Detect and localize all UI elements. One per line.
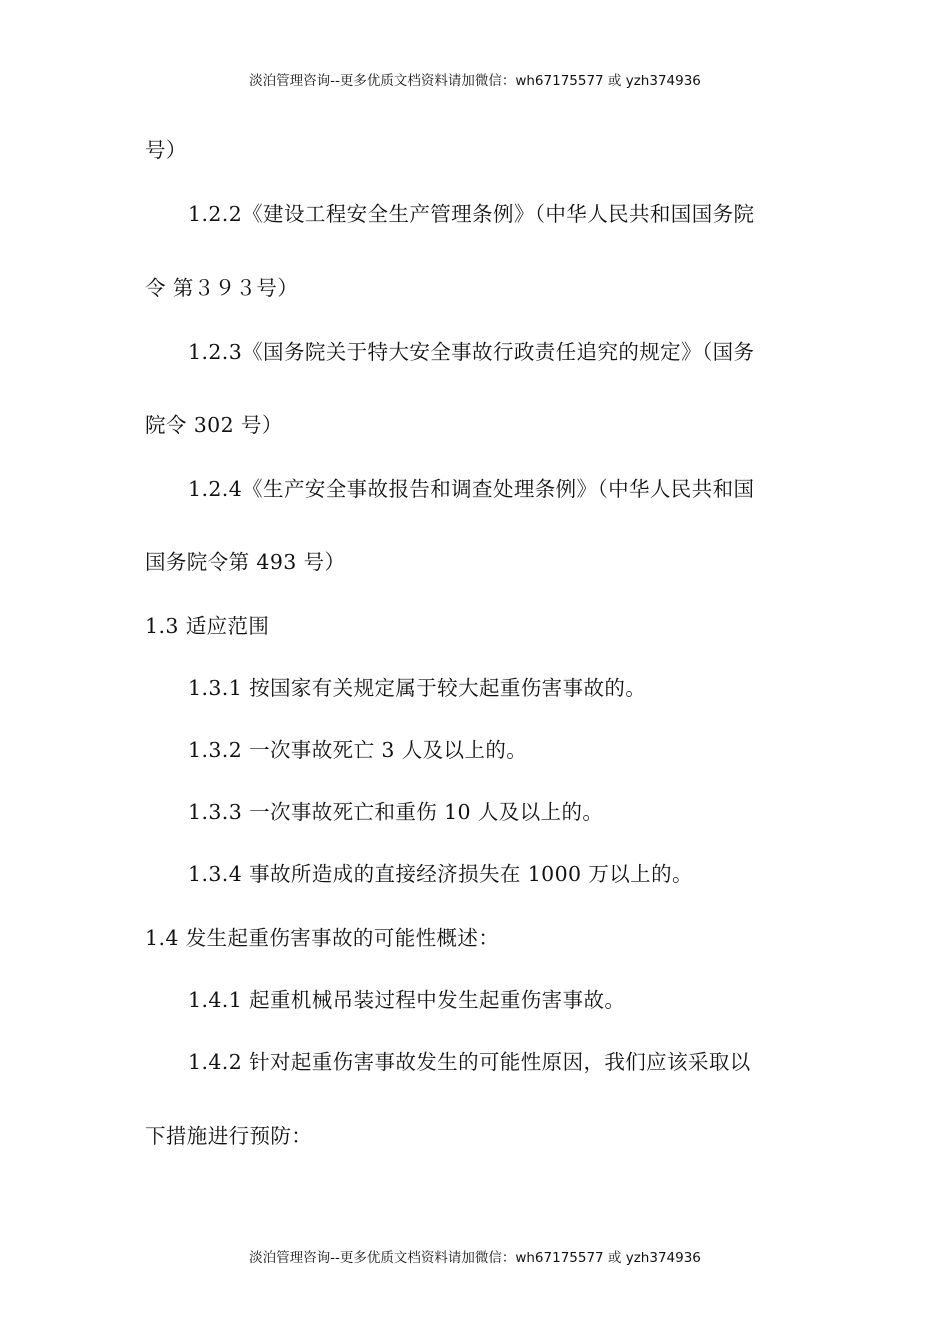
text-line-5: 院令 302 号）	[145, 413, 283, 437]
text-line-11: 1.3.3 一次事故死亡和重伤 10 人及以上的。	[188, 800, 604, 824]
page-header: 淡泊管理咨询--更多优质文档资料请加微信：wh67175577 或 yzh374936	[249, 73, 701, 89]
section-heading-1-3: 1.3 适应范围	[145, 614, 270, 638]
text-line-16: 下措施进行预防：	[145, 1124, 313, 1148]
text-line-6: 1.2.4《生产安全事故报告和调查处理条例》（中华人民共和国	[188, 477, 755, 501]
text-line-3: 令 第３９３号）	[145, 276, 299, 300]
text-line-10: 1.3.2 一次事故死亡 3 人及以上的。	[188, 738, 528, 762]
text-line-9: 1.3.1 按国家有关规定属于较大起重伤害事故的。	[188, 676, 647, 700]
text-line-1: 号）	[145, 138, 187, 162]
text-line-15: 1.4.2 针对起重伤害事故发生的可能性原因，我们应该采取以	[188, 1050, 751, 1074]
section-heading-1-4: 1.4 发生起重伤害事故的可能性概述：	[145, 926, 500, 950]
text-line-2: 1.2.2《建设工程安全生产管理条例》（中华人民共和国国务院	[188, 202, 755, 226]
text-line-12: 1.3.4 事故所造成的直接经济损失在 1000 万以上的。	[188, 862, 693, 886]
text-line-4: 1.2.3《国务院关于特大安全事故行政责任追究的规定》（国务	[188, 340, 755, 364]
page-footer: 淡泊管理咨询--更多优质文档资料请加微信：wh67175577 或 yzh374936	[249, 1250, 701, 1266]
text-line-7: 国务院令第 493 号）	[145, 550, 346, 574]
text-line-14: 1.4.1 起重机械吊装过程中发生起重伤害事故。	[188, 988, 626, 1012]
